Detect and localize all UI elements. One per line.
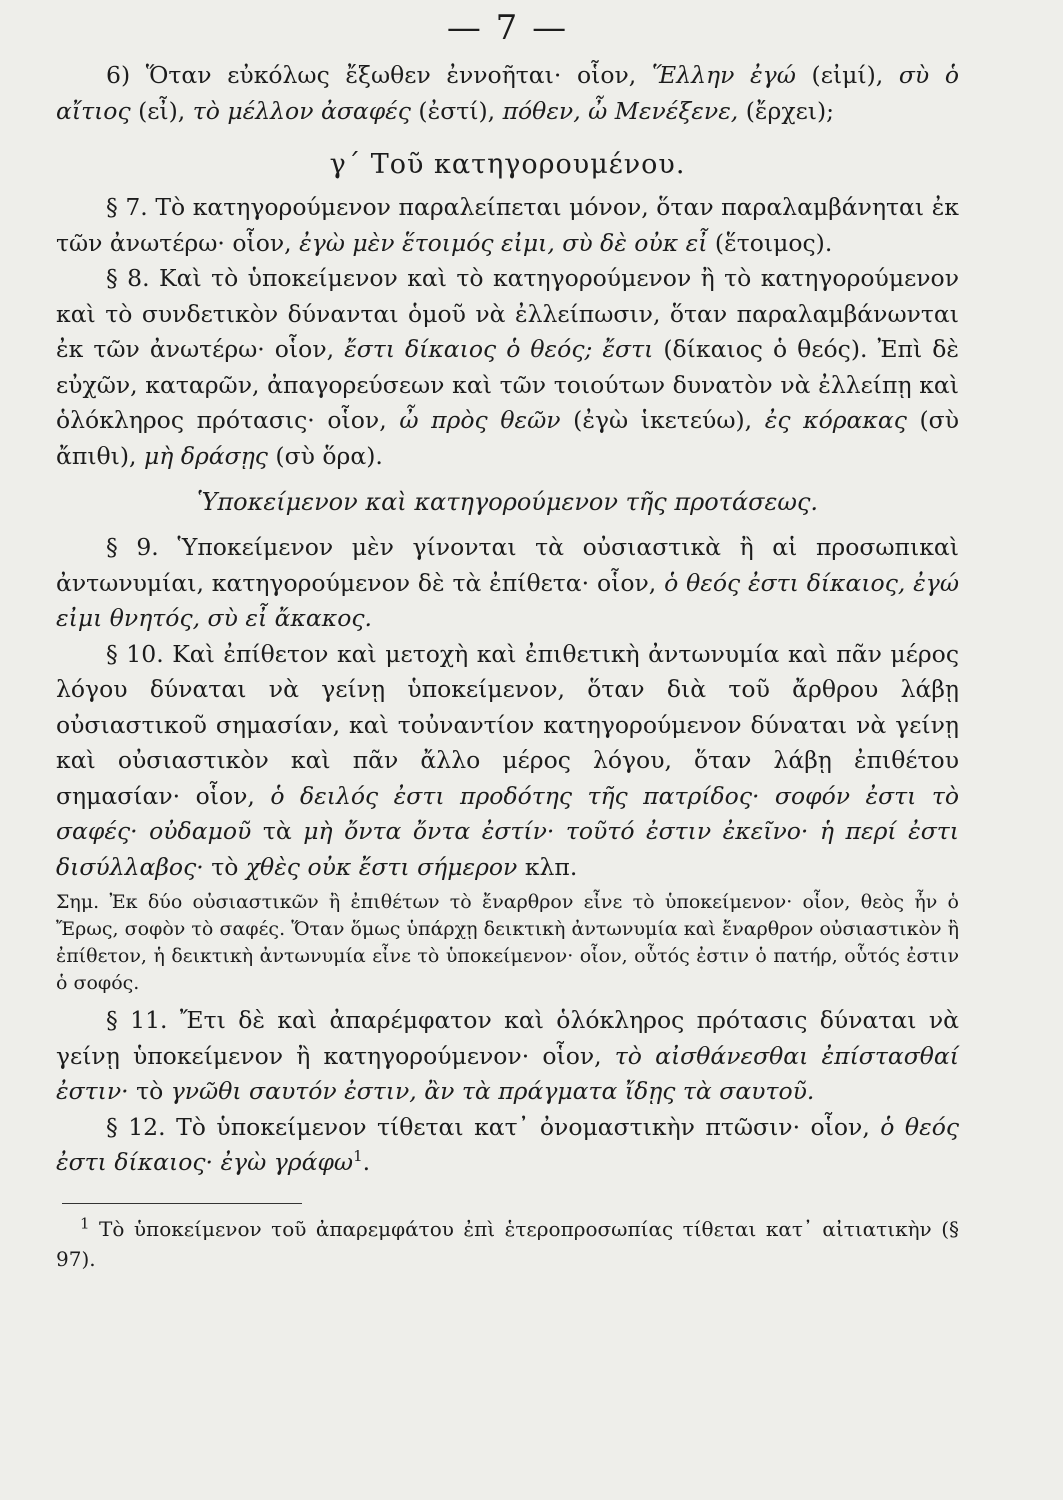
paragraph-12 xyxy=(56,1110,959,1181)
footnote xyxy=(56,1214,959,1274)
subsection-heading: Ὑποκείμενον καὶ κατηγορούμενον τῆς προτάσεως. xyxy=(196,488,819,516)
text: § 9. Ὑποκείμενον μὲν γίνονται τὰ οὐσιαστικὰ ἢ αἱ προσωπικαὶ ἀντωνυμίαι, κατηγορούμενον δὲ τὰ ἐπίθετα· οἷον, xyxy=(56,533,959,597)
text: § 12. Τὸ ὑποκείμενον τίθεται κατ᾽ ὀνομαστικὴν πτῶσιν· οἷον, xyxy=(106,1112,881,1141)
example: σὺ ὁ αἴτιος xyxy=(56,61,960,125)
text: § 7. Τὸ κατηγορούμενον παραλείπεται μόνον, ὅταν παραλαμβάνηται ἐκ τῶν ἀνωτέρω· οἷον, xyxy=(56,193,959,257)
example: ὦ πρὸς θεῶν xyxy=(399,406,561,434)
paragraph-10 xyxy=(56,637,959,886)
text: § 10. Καὶ ἐπίθετον καὶ μετοχὴ καὶ ἐπιθετικὴ ἀντωνυμία καὶ πᾶν μέρος λόγου δύναται νὰ γείνῃ ὑποκείμενον, ὅταν διὰ τοῦ ἄρθρου λάβῃ οὐσιαστικοῦ σημασίαν, καὶ τοὐναντίον κατηγορούμενον δύναται νὰ γείνῃ καὶ οὐσιαστικὸν καὶ πᾶν ἄλλο μέρος λόγου, ὅταν λάβῃ ἐπιθέτου σημασίαν· οἷον, xyxy=(56,639,959,810)
text: (σὺ ὅρα). xyxy=(267,441,383,470)
paragraph-8 xyxy=(56,261,959,474)
paragraph-6 xyxy=(56,58,959,129)
text: (ἔρχει); xyxy=(738,96,835,125)
section-heading: γ΄ Τοῦ κατηγορουμένου. xyxy=(329,149,686,180)
paragraph-7 xyxy=(56,190,959,261)
example: ὁ θεός ἐστι δίκαιος, ἐγώ εἰμι θνητός, σὺ εἶ ἄκακος. xyxy=(56,568,959,632)
paragraph-9 xyxy=(56,530,959,637)
example: γνῶθι σαυτόν ἐστιν, ἂν τὰ πράγματα ἴδῃς τὰ σαυτοῦ. xyxy=(170,1077,815,1105)
note-paragraph: Σημ. Ἐκ δύο οὐσιαστικῶν ἢ ἐπιθέτων τὸ ἔναρθρον εἶνε τὸ ὑποκείμενον· οἷον, θεὸς ἦν ὁ Ἔρως, σοφὸν τὸ σαφές. Ὅταν ὅμως ὑπάρχῃ δεικτικὴ ἀντωνυμία καὶ ἔναρθρον οὐσιαστικὸν ἢ ἐπίθετον, ἡ δεικτικὴ ἀντωνυμία εἶνε τὸ ὑποκείμενον· οἷον, οὗτός ἐστιν ὁ πατήρ, οὗτός ἐστιν ὁ σοφός. xyxy=(56,891,959,994)
text: (ἕτοιμος). xyxy=(707,228,833,257)
example: ἐς κόρακας xyxy=(764,406,907,434)
text: (ἐγὼ ἱκετεύω), xyxy=(560,406,765,434)
text: κλπ. xyxy=(517,852,578,881)
text: (εἶ), xyxy=(130,96,193,125)
text: . xyxy=(362,1148,371,1176)
example: μὴ δράσῃς xyxy=(144,441,268,470)
footnote-mark: 1 xyxy=(80,1213,90,1232)
text: (εἰμί), xyxy=(795,61,899,89)
text: (σὺ ἄπιθι), xyxy=(56,406,959,470)
footnote-divider xyxy=(62,1203,302,1204)
example: πόθεν, ὦ Μενέξενε, xyxy=(502,96,739,125)
text: § 11. Ἔτι δὲ καὶ ἀπαρέμφατον καὶ ὁλόκληρος πρότασις δύναται νὰ γείνῃ ὑποκείμενον ἢ κατηγορούμενον· οἷον, xyxy=(56,1006,959,1070)
text: τὸ xyxy=(203,852,246,881)
example: Ἕλλην ἐγώ xyxy=(651,61,796,89)
text: § 8. Καὶ τὸ ὑποκείμενον καὶ τὸ κατηγορούμενον ἢ τὸ κατηγορούμενον καὶ τὸ συνδετικὸν δύνανται ὁμοῦ νὰ ἐλλείπωσιν, ὅταν παραλαμβάνωνται ἐκ τῶν ἀνωτέρω· οἷον, xyxy=(56,264,959,363)
example: ἔστι δίκαιος ὁ θεός; ἔστι xyxy=(344,335,654,363)
text: (δίκαιος ὁ θεός). Ἐπὶ δὲ εὐχῶν, καταρῶν, ἀπαγορεύσεων καὶ τῶν τοιούτων δυνατὸν νὰ ἐλλείπῃ καὶ ὁλόκληρος πρότασις· οἷον, xyxy=(56,335,959,434)
example: μὴ ὄντα ὄντα ἐστίν· τοῦτό ἐστιν ἐκεῖνο· ἡ περί ἐστι δισύλλαβος· xyxy=(56,817,959,881)
footnote-reference: 1 xyxy=(353,1147,363,1166)
example: ὁ θεός ἐστι δίκαιος· ἐγὼ γράφω xyxy=(56,1112,959,1176)
text: τὰ xyxy=(251,817,304,845)
text: (ἐστί), xyxy=(410,96,503,125)
text: 6) Ὅταν εὐκόλως ἔξωθεν ἐννοῆται· οἷον, xyxy=(106,61,652,89)
example: τὸ μέλλον ἀσαφές xyxy=(192,96,411,125)
example: ἐγὼ μὲν ἕτοιμός εἰμι, σὺ δὲ οὐκ εἶ xyxy=(299,228,708,257)
page-number: — 7 — xyxy=(446,8,569,48)
text: τὸ xyxy=(128,1077,171,1105)
example: τὸ αἰσθάνεσθαι ἐπίστασθαί ἐστιν· xyxy=(56,1041,959,1105)
paragraph-11 xyxy=(56,1003,959,1110)
example: χθὲς οὐκ ἔστι σήμερον xyxy=(245,852,518,881)
footnote-text: Τὸ ὑποκείμενον τοῦ ἀπαρεμφάτου ἐπὶ ἑτεροπροσωπίας τίθεται κατ᾽ αἰτιατικὴν (§ 97). xyxy=(56,1216,959,1271)
example: ὁ δειλός ἐστι προδότης τῆς πατρίδος· σοφόν ἐστι τὸ σαφές· οὐδαμοῦ xyxy=(56,781,959,845)
